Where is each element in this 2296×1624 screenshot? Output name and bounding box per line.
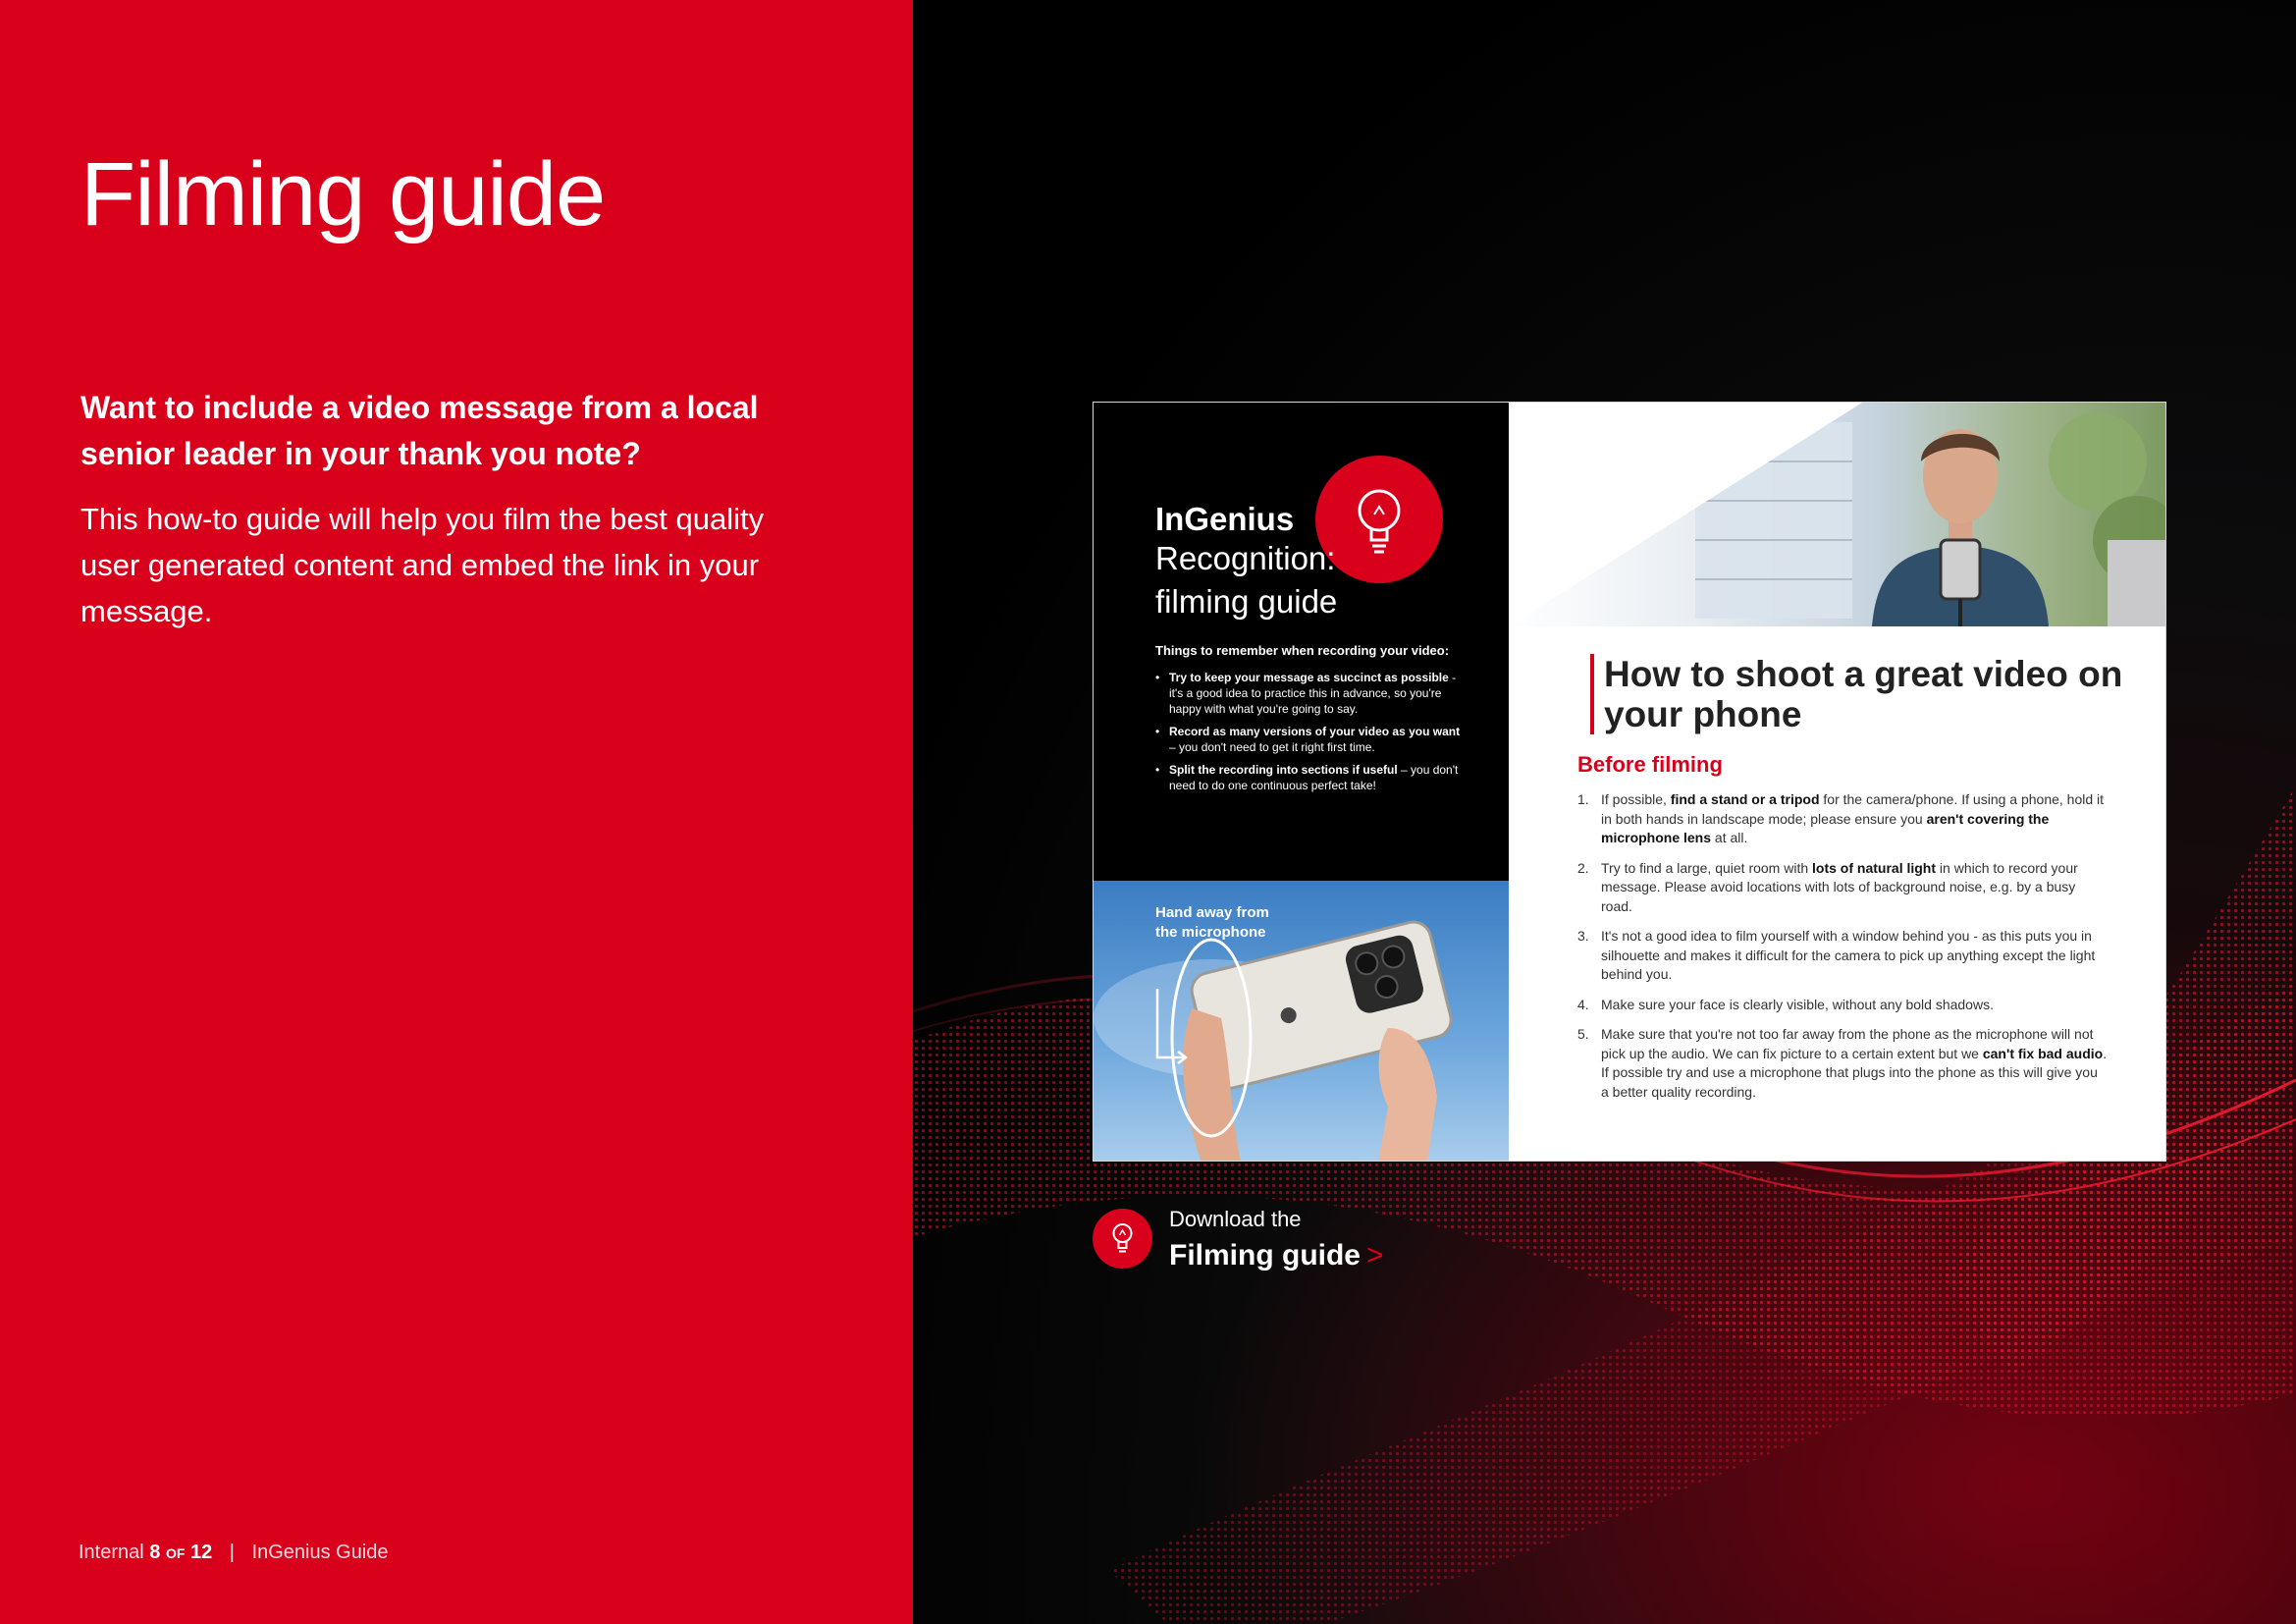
footer-separator: | <box>229 1542 235 1563</box>
page-title: Filming guide <box>80 144 606 244</box>
footer-doc-name: InGenius Guide <box>251 1542 389 1563</box>
filming-steps <box>1577 790 2108 1112</box>
list-item: 4. Make sure your face is clearly visible, without any bold shadows. <box>1577 996 1994 1012</box>
download-lightbulb-button[interactable] <box>1093 1209 1152 1269</box>
lightbulb-icon <box>1093 1209 1152 1269</box>
footer-page-total: 12 <box>189 1542 213 1563</box>
list-item: 2. Try to find a large, quiet room with lots of natural light in which to record your message. Please avoid locations with lots of background noise, e.g. by a busy road. <box>1577 859 2078 914</box>
presenter-photo <box>1509 403 2166 626</box>
list-item: • Record as many versions of your video as you want – you don't need to get it right first time. <box>1155 724 1469 755</box>
download-filming-guide-link[interactable] <box>1169 1239 1384 1272</box>
page-footer <box>79 1542 389 1564</box>
lead-text: Want to include a video message from a local senior leader in your thank you note? <box>80 390 759 471</box>
guide-preview-card <box>1093 402 2166 1162</box>
before-filming-heading: Before filming <box>1577 752 1723 777</box>
footer-page-current: 8 <box>149 1542 161 1563</box>
how-to-heading: How to shoot a great video on your phone <box>1590 654 2140 734</box>
footer-internal: Internal <box>79 1542 144 1563</box>
download-pretext: Download the <box>1169 1207 1302 1231</box>
chevron-right-icon: > <box>1366 1239 1384 1272</box>
list-item: • Try to keep your message as succinct as possible - it's a good idea to practice this in advance, so you're happy with what you're going to say. <box>1155 670 1469 717</box>
download-link-label: Filming guide <box>1169 1239 1361 1272</box>
left-panel <box>0 0 913 1624</box>
footer-page-of: OF <box>165 1545 186 1561</box>
preview-subtitle-1: Recognition: <box>1155 540 1336 576</box>
preview-left-column <box>1094 403 1509 1162</box>
preview-right-column <box>1509 403 2166 1162</box>
preview-brand: InGenius <box>1155 501 1295 537</box>
list-item: 1. If possible, find a stand or a tripod for the camera/phone. If using a phone, hold it in both hands in landscape mode; please ensure you aren't covering the microphone lens at all. <box>1577 791 2105 845</box>
things-heading: Things to remember when recording your video: <box>1155 643 1450 658</box>
list-item: 3. It's not a good idea to film yourself with a window behind you - as this puts you in silhouette and makes it difficult for the camera to pick up anything except the light behind you. <box>1577 928 2096 982</box>
body-text: This how-to guide will help you film the best quality user generated content and embed the link in your message. <box>80 502 765 628</box>
list-item: • Split the recording into sections if useful – you don't need to do one continuous perfect take! <box>1155 762 1469 793</box>
list-item: 5. Make sure that you're not too far away from the phone as the microphone will not pick up the audio. We can fix picture to a certain extent but we can't fix bad audio. If possible try and use a microphone that plugs into the phone as this will give you a better quality recording. <box>1577 1026 2108 1100</box>
hand-caption: Hand away from the microphone <box>1155 904 1269 941</box>
things-list <box>1155 670 1469 800</box>
preview-subtitle-2: filming guide <box>1155 583 1338 620</box>
